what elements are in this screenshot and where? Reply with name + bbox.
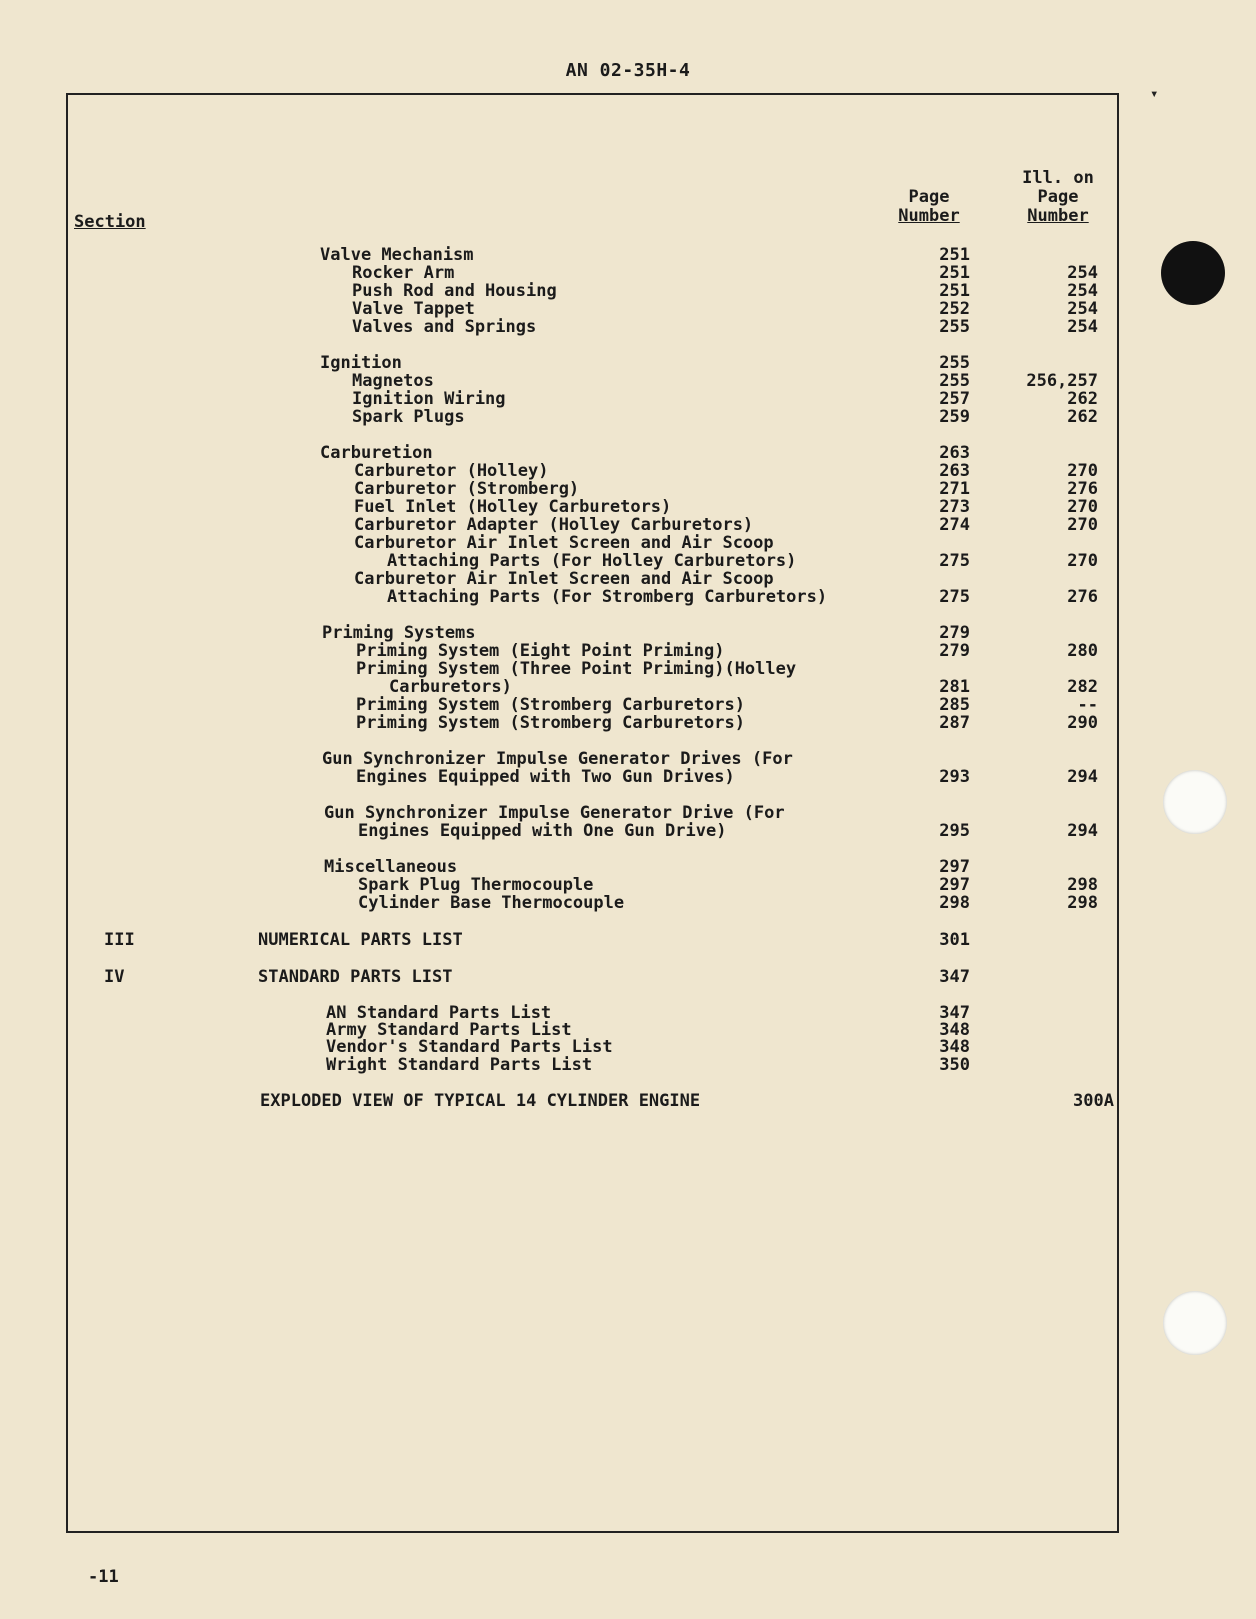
entry-title: Priming System (Stromberg Carburetors)	[356, 713, 745, 733]
section-number: IV	[104, 967, 125, 987]
punch-hole-bottom	[1163, 1291, 1227, 1355]
contents-row	[0, 822, 1256, 841]
contents-row	[0, 588, 1256, 607]
entry-title: Vendor's Standard Parts List	[326, 1037, 613, 1057]
illustration-page-number: 262	[1067, 407, 1098, 427]
entry-title: Miscellaneous	[324, 857, 458, 877]
contents-row	[0, 768, 1256, 787]
page-number: 251	[939, 245, 970, 265]
illustration-page-number: 294	[1067, 767, 1098, 787]
page-number: 297	[939, 857, 970, 877]
page-number: 295	[939, 821, 970, 841]
page-number: 255	[939, 371, 970, 391]
entry-title: Valve Tappet	[352, 299, 475, 319]
illustration-page-number: 254	[1067, 281, 1098, 301]
page-number: 275	[939, 551, 970, 571]
entry-title: Magnetos	[352, 371, 434, 391]
entry-title: EXPLODED VIEW OF TYPICAL 14 CYLINDER ENGINE	[260, 1091, 701, 1111]
entry-title: Priming System (Stromberg Carburetors)	[356, 695, 745, 715]
entry-title: Attaching Parts (For Stromberg Carburetors)	[387, 587, 828, 607]
entry-title: Priming System (Eight Point Priming)	[356, 641, 725, 661]
page-number: 279	[939, 641, 970, 661]
page-number: 347	[939, 967, 970, 987]
document-number: AN 02-35H-4	[565, 60, 691, 81]
page-number: 285	[939, 695, 970, 715]
illustration-page-number: 276	[1067, 587, 1098, 607]
illustration-page-number: 276	[1067, 479, 1098, 499]
page-number: 263	[939, 443, 970, 463]
contents-row	[0, 714, 1256, 733]
page-number: 259	[939, 407, 970, 427]
entry-title: Army Standard Parts List	[326, 1020, 572, 1040]
entry-title: Carburetor Air Inlet Screen and Air Scoop	[354, 533, 774, 553]
entry-title: Priming Systems	[322, 623, 476, 643]
page-number: 263	[939, 461, 970, 481]
contents-row	[0, 1092, 1256, 1111]
illustration-page-number: 294	[1067, 821, 1098, 841]
page-mark: -11	[88, 1567, 119, 1587]
page-number: 297	[939, 875, 970, 895]
contents-row	[0, 318, 1256, 337]
illustration-column-heading: Ill. on Page Number	[1022, 168, 1094, 226]
page-number: 275	[939, 587, 970, 607]
entry-title: Fuel Inlet (Holley Carburetors)	[354, 497, 672, 517]
entry-title: Wright Standard Parts List	[326, 1055, 593, 1075]
contents-row	[0, 968, 1256, 987]
contents-row	[0, 931, 1256, 950]
illustration-page-number: 254	[1067, 299, 1098, 319]
page-number: 252	[939, 299, 970, 319]
page-number: 255	[939, 353, 970, 373]
page-number: 298	[939, 893, 970, 913]
entry-title: Carburetion	[320, 443, 433, 463]
page-number: 281	[939, 677, 970, 697]
entry-title: Rocker Arm	[352, 263, 455, 283]
illustration-page-number: --	[1077, 695, 1098, 715]
page-number: 350	[939, 1055, 970, 1075]
illustration-page-number: 270	[1067, 515, 1098, 535]
page-number: 347	[939, 1003, 970, 1023]
page-number: 293	[939, 767, 970, 787]
entry-title: STANDARD PARTS LIST	[258, 967, 453, 987]
contents-row	[0, 408, 1256, 427]
entry-title: Carburetor Adapter (Holley Carburetors)	[354, 515, 754, 535]
section-number: III	[104, 930, 135, 950]
page-number: 301	[939, 930, 970, 950]
illustration-page-number: 270	[1067, 497, 1098, 517]
entry-title: Spark Plug Thermocouple	[358, 875, 594, 895]
entry-title: Priming System (Three Point Priming)(Holley	[356, 659, 797, 679]
illustration-page-number: 254	[1067, 317, 1098, 337]
illustration-page-number: 280	[1067, 641, 1098, 661]
contents-row	[0, 894, 1256, 913]
page-number: 274	[939, 515, 970, 535]
entry-title: Carburetor (Holley)	[354, 461, 549, 481]
illustration-page-number: 298	[1067, 893, 1098, 913]
illustration-page-number: 262	[1067, 389, 1098, 409]
page-number: 348	[939, 1020, 970, 1040]
entry-title: Cylinder Base Thermocouple	[358, 893, 625, 913]
entry-title: Valve Mechanism	[320, 245, 474, 265]
illustration-page-number: 254	[1067, 263, 1098, 283]
section-column-heading: Section	[74, 212, 146, 232]
page-number: 255	[939, 317, 970, 337]
page-number-column-heading: Page Number	[898, 187, 960, 226]
entry-title: NUMERICAL PARTS LIST	[258, 930, 463, 950]
entry-title: Carburetor Air Inlet Screen and Air Scoop	[354, 569, 774, 589]
illustration-page-number: 298	[1067, 875, 1098, 895]
illustration-page-number: 270	[1067, 551, 1098, 571]
entry-title: Ignition	[320, 353, 402, 373]
entry-title: Engines Equipped with One Gun Drive)	[358, 821, 727, 841]
page-number: 279	[939, 623, 970, 643]
entry-title: Gun Synchronizer Impulse Generator Drive (For	[324, 803, 785, 823]
entry-title: AN Standard Parts List	[326, 1003, 552, 1023]
page-number: 287	[939, 713, 970, 733]
entry-title: Engines Equipped with Two Gun Drives)	[356, 767, 735, 787]
illustration-page-number: 290	[1067, 713, 1098, 733]
illustration-page-number: 282	[1067, 677, 1098, 697]
illustration-page-number: 300A	[1073, 1091, 1114, 1111]
entry-title: Spark Plugs	[352, 407, 465, 427]
contents-row	[0, 1056, 1256, 1075]
page-number: 251	[939, 281, 970, 301]
entry-title: Attaching Parts (For Holley Carburetors)	[387, 551, 797, 571]
entry-title: Ignition Wiring	[352, 389, 506, 409]
illustration-page-number: 270	[1067, 461, 1098, 481]
page-number: 348	[939, 1037, 970, 1057]
entry-title: Carburetors)	[389, 677, 512, 697]
entry-title: Carburetor (Stromberg)	[354, 479, 580, 499]
page-number: 273	[939, 497, 970, 517]
page-number: 271	[939, 479, 970, 499]
entry-title: Push Rod and Housing	[352, 281, 557, 301]
page-number: 257	[939, 389, 970, 409]
contents-row	[0, 1038, 1256, 1057]
entry-title: Gun Synchronizer Impulse Generator Drives (For	[322, 749, 793, 769]
entry-title: Valves and Springs	[352, 317, 537, 337]
illustration-page-number: 256,257	[1026, 371, 1098, 391]
ink-mark: ▾	[1150, 86, 1159, 102]
page-number: 251	[939, 263, 970, 283]
